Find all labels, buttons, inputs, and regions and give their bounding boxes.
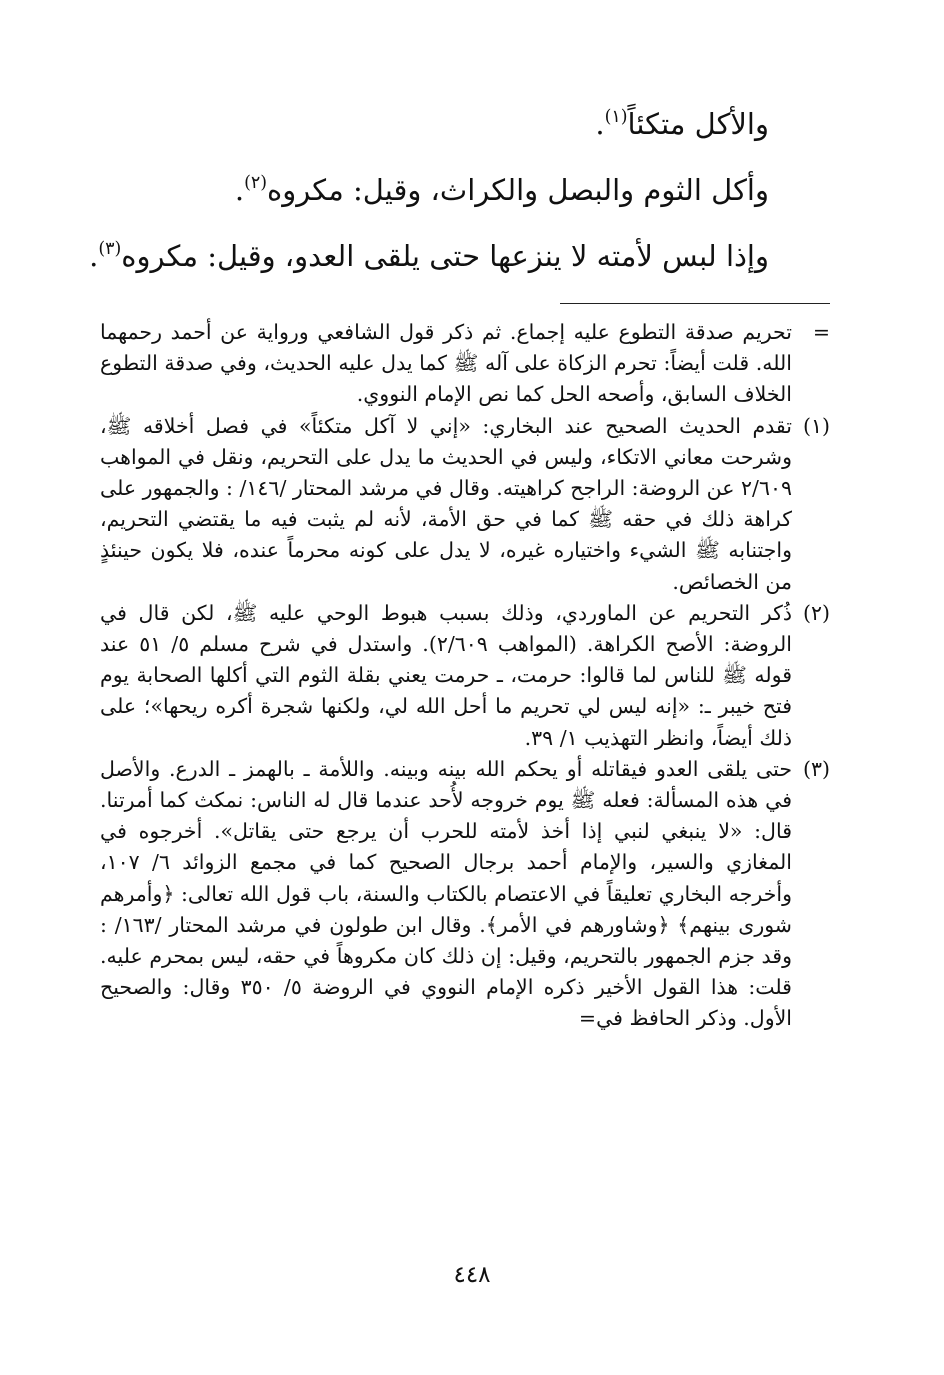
main-line-end: . [234, 173, 245, 207]
continuation-mark: = [812, 320, 830, 344]
main-text-line [100, 104, 769, 144]
footnote-text: تحريم صدقة التطوع عليه إجماع. ثم ذكر قول الشافعي ورواية عن أحمد رحمهما الله. قلت أيضاً: تحرم الزكاة على آله ﷺ كما يدل عليه الحديث، وفي صدقة التطوع الخلاف السابق، وأصحه الحل كما نص الإمام النووي. [100, 320, 792, 407]
main-line-end: . [595, 107, 605, 141]
footnote-body: حتى يلقى العدو فيقاتله أو يحكم الله بينه وبينه. واللأمة ـ بالهمز ـ الدرع. والأصل في هذه المسألة: فعله ﷺ يوم خروجه لأُحد عندما قال له الناس: نمكث كما أمرتنا. قال: «لا ينبغي لنبي إذا أخذ لأمته للحرب أن يرجع حتى يقاتل». أخرجوه في المغازي والسير، والإمام أحمد برجال الصحيح كما في مجمع الزوائد ٦/ ١٠٧، وأخرجه البخاري تعليقاً في الاعتصام بالكتاب والسنة، باب قول الله تعالى: ﴿وأمرهم شورى بينهم﴾ ﴿وشاورهم في الأمر﴾. وقال ابن طولون في مرشد المحتار /١٦٣/ : وقد جزم الجمهور بالتحريم، وقيل: إن ذلك كان مكروهاً في حقه، ليس بمحرم عليه. قلت: هذا القول الأخير ذكره الإمام النووي في الروضة ٥/ ٣٥٠ وقال: والصحيح الأول. وذكر الحافظ في [100, 756, 792, 1031]
main-text-line [100, 170, 769, 210]
footnote-text [100, 754, 792, 1035]
footnote-text: تقدم الحديث الصحيح عند البخاري: «إني لا آكل متكئاً» في فصل أخلاقه ﷺ، وشرحت معاني الاتكاء، وليس في الحديث ما يدل على التحريم، ونقل في المواهب ٢/٦٠٩ عن الروضة: الراجح كراهيته. وقال في مرشد المحتار /١٤٦/ : والجمهور على كراهة ذلك في حقه ﷺ كما في حق الأمة، لأنه لم يثبت فيه ما يقتضي التحريم، واجتنابه ﷺ الشيء واختياره غيره، لا يدل على كونه محرماً عنده، فلا يكون حينئذٍ من الخصائص. [100, 413, 792, 594]
footnote-separator [560, 303, 830, 304]
footnote-number: (١) [802, 413, 830, 438]
footnotes [100, 317, 830, 1035]
main-text [89, 104, 769, 302]
main-line-end: . [89, 239, 99, 273]
continuation-mark: = [578, 1006, 597, 1031]
footnote-3 [100, 754, 830, 1035]
footnote-number: (٢) [802, 600, 830, 625]
main-line-text: وإذا لبس لأمته لا ينزعها حتى يلقى العدو، وقيل: مكروه [121, 239, 769, 273]
main-text-line [89, 236, 769, 276]
footnote-text: ذُكر التحريم عن الماوردي، وذلك بسبب هبوط الوحي عليه ﷺ، لكن قال في الروضة: الأصح الكراهة. (المواهب ٢/٦٠٩). واستدل في شرح مسلم ٥/ ٥١ عند قوله ﷺ للناس لما قالوا: حرمت، ـ حرمت يعني بقلة الثوم التي أكلها الصحابة يوم فتح خيبر ـ: «إنه ليس لي تحريم ما أحل الله لي، ولكنها شجرة أكره ريحها»؛ على ذلك أيضاً، وانظر التهذيب ١/ ٣٩. [100, 600, 793, 750]
footnote-ref: (٢) [244, 172, 267, 193]
main-line-text: والأكل متكئاً [627, 107, 769, 141]
footnote-ref: (٣) [98, 238, 122, 259]
footnote-2 [100, 598, 830, 754]
footnote-number: (٣) [802, 756, 830, 781]
footnote-continuation [100, 317, 830, 411]
footnote-1 [100, 411, 830, 598]
footnote-ref: (١) [604, 106, 628, 127]
page-number: ٤٤٨ [453, 1262, 491, 1288]
main-line-text: وأكل الثوم والبصل والكراث، وقيل: مكروه [267, 173, 769, 207]
